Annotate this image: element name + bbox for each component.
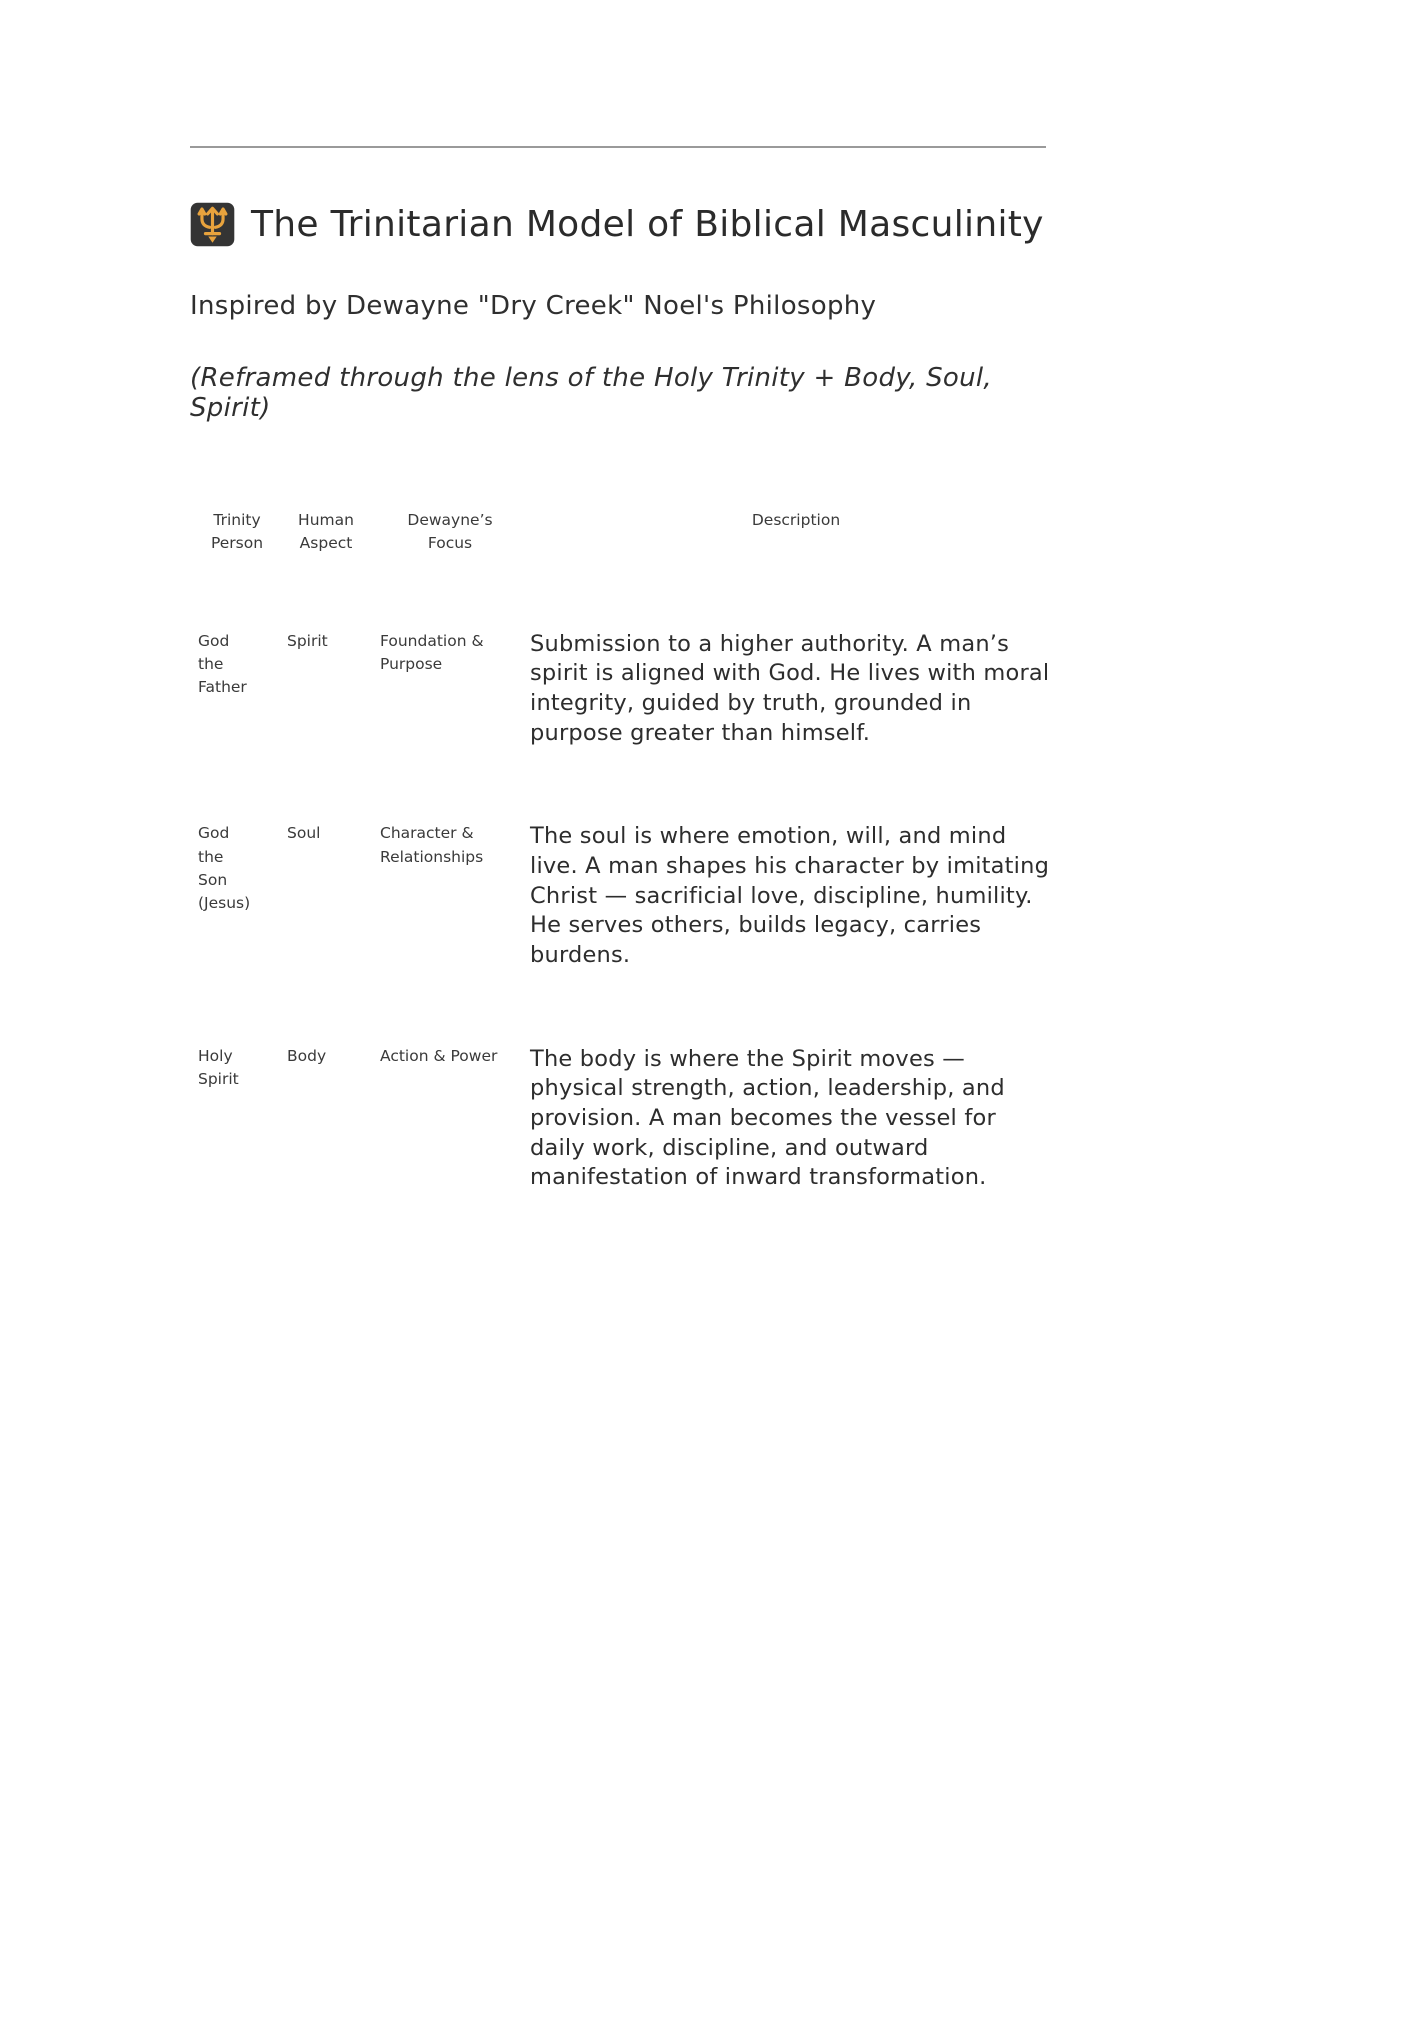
cell-focus: Foundation & Purpose [380,631,484,673]
cell-description: Submission to a higher authority. A man’s spirit is aligned with God. He lives with moral integrity, guided by truth, grounded in purpose greater than himself. [530,630,1050,746]
header-description: Description [751,511,841,529]
cell-human-aspect: Body [287,1046,327,1065]
header-human-aspect: Human Aspect [298,511,354,553]
cell-focus: Action & Power [380,1046,498,1065]
header-trinity-person: Trinity Person [210,511,264,553]
cell-description: The soul is where emotion, will, and mind live. A man shapes his character by imitating Christ — sacrificial love, discipline, humility. He serves others, builds legacy, carries burdens. [530,823,1050,968]
trinity-table [190,509,1062,1193]
table-row [198,1045,1062,1193]
trident-icon [190,202,235,247]
cell-trinity-person: God the Son (Jesus) [198,824,251,912]
header-dewaynes-focus: Dewayne’s Focus [407,511,493,553]
cell-human-aspect: Spirit [287,631,328,650]
cell-trinity-person: Holy Spirit [198,1046,239,1088]
page-tagline: (Reframed through the lens of the Holy Trinity + Body, Soul, Spirit) [190,363,992,423]
cell-human-aspect: Soul [287,824,321,843]
cell-focus: Character & Relationships [380,824,484,866]
top-divider [190,146,1046,148]
page-subtitle: Inspired by Dewayne "Dry Creek" Noel's Philosophy [190,291,877,321]
table-row [198,822,1062,970]
document-page [190,0,1062,1193]
cell-trinity-person: God the Father [198,631,247,696]
table-header-row [198,509,1062,556]
cell-description: The body is where the Spirit moves — physical strength, action, leadership, and provision. A man becomes the vessel for daily work, discipline, and outward manifestation of inward transformation. [530,1045,1005,1191]
table-row [198,630,1062,749]
page-title: The Trinitarian Model of Biblical Masculinity [251,204,1044,245]
title-row [190,202,1062,247]
